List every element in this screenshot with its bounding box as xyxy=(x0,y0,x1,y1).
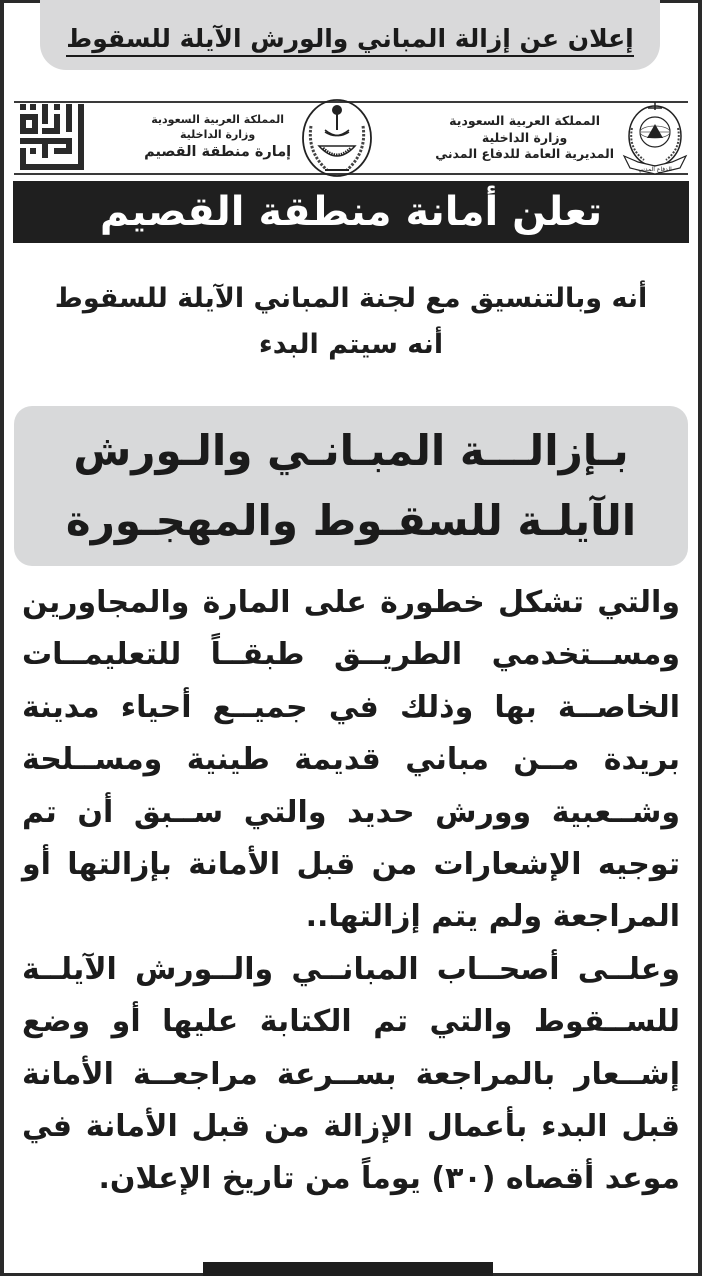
intro-line: أنه سيتم البدء xyxy=(258,329,444,360)
body-line: بريدة مــن مباني قديمة طينية ومســلحة xyxy=(22,742,680,778)
announcer-banner-text: تعلن أمانة منطقة القصيم xyxy=(99,189,603,235)
body-line: الخاصــة بها وذلك في جميــع أحياء مدينة xyxy=(22,689,680,725)
saudi-emblem-icon xyxy=(295,96,379,180)
svg-text:الدفاع المدني: الدفاع المدني xyxy=(638,166,672,173)
body-line: وعلــى أصحــاب المبانــي والــورش الآيلــة xyxy=(22,951,680,987)
header-title: إعلان عن إزالة المباني والورش الآيلة للسقوط xyxy=(66,24,634,57)
body-line: ومســتخدمي الطريــق طبقــاً للتعليمــات xyxy=(22,637,680,673)
header-box xyxy=(40,0,660,70)
org-line: وزارة الداخلية xyxy=(481,129,568,145)
body-line: المراجعة ولم يتم إزالتها.. xyxy=(305,899,680,935)
body-line: قبل البدء بأعمال الإزالة من قبل الأمانة في xyxy=(22,1109,680,1145)
highlight-line: بـإزالـــة المبـانـي والـورش xyxy=(73,426,629,475)
body-line: والتي تشكل خطورة على المارة والمجاورين xyxy=(22,585,680,620)
civil-defense-text xyxy=(435,113,614,164)
emirate-block xyxy=(144,96,379,180)
org-line: المملكة العربية السعودية xyxy=(151,113,284,127)
emirate-text xyxy=(144,113,291,162)
org-line: وزارة الداخلية xyxy=(180,128,256,142)
qassim-amanah-kufic-logo-icon xyxy=(16,102,88,174)
body-line: للســقوط والتي تم الكتابة عليها أو وضع xyxy=(22,1004,680,1040)
intro-line: أنه وبالتنسيق مع لجنة المباني الآيلة للسقوط xyxy=(54,283,648,314)
highlight-line: الآيلـة للسقـوط والمهجـورة xyxy=(65,496,637,545)
org-line: المملكة العربية السعودية xyxy=(449,112,601,128)
body-line: موعد أقصاه (٣٠) يوماً من تاريخ الإعلان. xyxy=(98,1161,680,1197)
civil-defense-block xyxy=(435,93,692,183)
civil-defense-emblem-icon xyxy=(618,93,692,183)
body-line: توجيه الإشعارات من قبل الأمانة بإزالتها أو xyxy=(22,847,680,883)
announcer-banner xyxy=(13,181,689,243)
announcement-body xyxy=(22,577,680,1206)
intro-section xyxy=(10,276,692,368)
org-line: إمارة منطقة القصيم xyxy=(144,144,292,161)
highlight-box xyxy=(14,406,688,566)
logos-row xyxy=(10,104,692,172)
bottom-tab-decoration xyxy=(203,1262,493,1276)
body-line: وشــعبية وورش حديد والتي ســبق أن تم xyxy=(22,794,680,830)
org-line: المديرية العامة للدفاع المدني xyxy=(435,146,614,162)
body-line: إشــعار بالمراجعة بســرعة مراجعــة الأمانة xyxy=(22,1056,680,1092)
